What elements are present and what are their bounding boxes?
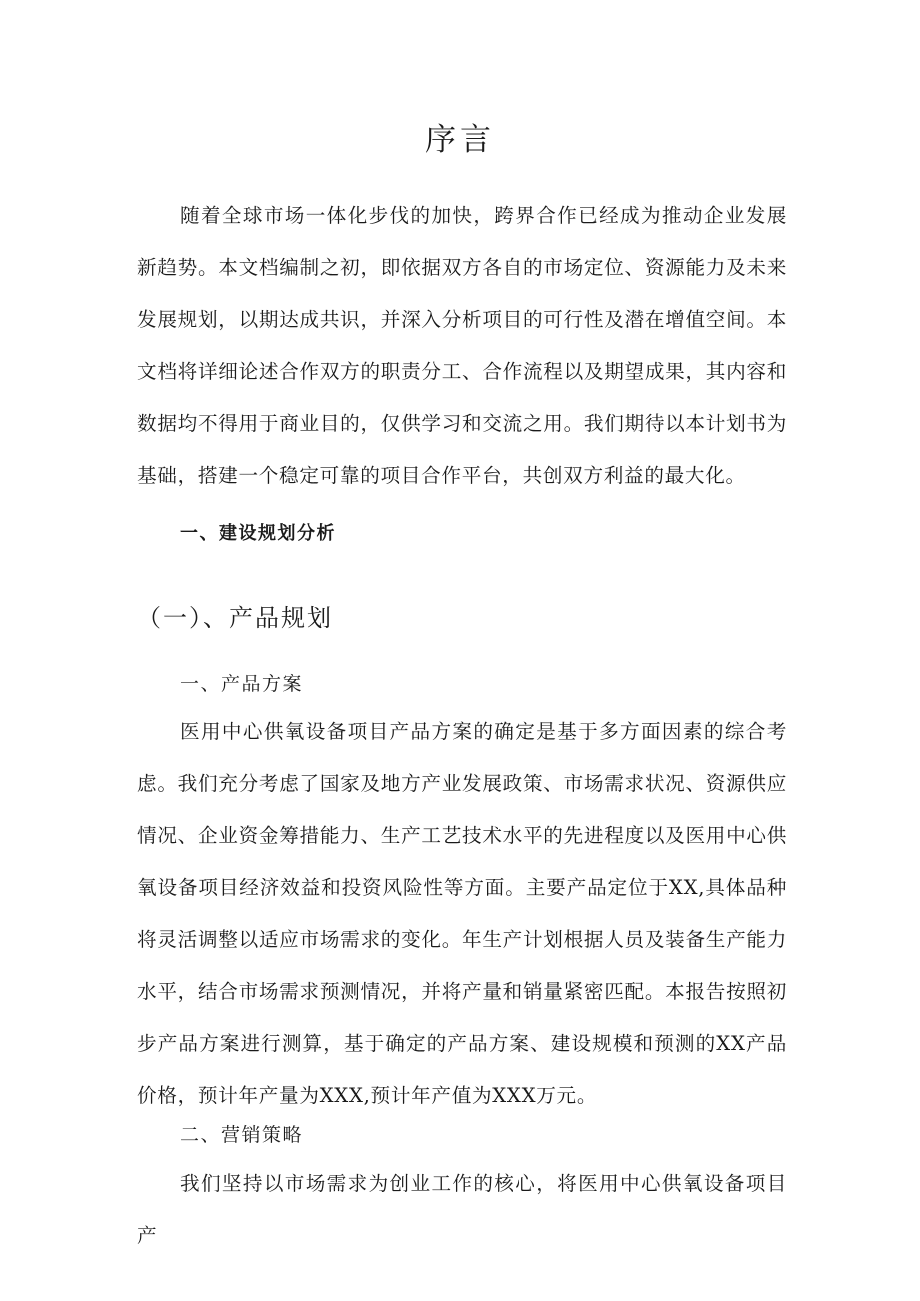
- product-plan-paragraph: 医用中心供氧设备项目产品方案的确定是基于多方面因素的综合考虑。我们充分考虑了国家及地方产业发展政策、市场需求状况、资源供应情况、企业资金筹措能力、生产工艺技术水平的先进程度以及医用中心供氧设备项目经济效益和投资风险性等方面。主要产品定位于XX,具体品种将灵活调整以适应市场需求的变化。年生产计划根据人员及装备生产能力水平，结合市场需求预测情况，并将产量和销量紧密匹配。本报告按照初步产品方案进行测算，基于确定的产品方案、建设规模和预测的XX产品价格，预计年产量为XXX,预计年产值为XXX万元。: [137, 720, 787, 1107]
- product-plan-heading: 一、产品方案: [180, 673, 304, 695]
- marketing-strategy-heading: 二、营销策略: [180, 1124, 304, 1146]
- section-heading: 一、建设规划分析: [180, 523, 336, 544]
- marketing-strategy-paragraph: 我们坚持以市场需求为创业工作的核心，将医用中心供氧设备项目产: [137, 1172, 787, 1247]
- intro-paragraph: 随着全球市场一体化步伐的加快，跨界合作已经成为推动企业发展新趋势。本文档编制之初，即依据双方各自的市场定位、资源能力及未来发展规划，以期达成共识，并深入分析项目的可行性及潜在增值空间。本文档将详细论述合作双方的职责分工、合作流程以及期望成果，其内容和数据均不得用于商业目的，仅供学习和交流之用。我们期待以本计划书为基础，搭建一个稳定可靠的项目合作平台，共创双方利益的最大化。: [137, 204, 787, 487]
- document-title: 序言: [425, 122, 495, 158]
- subsection-heading: （一）、产品规划: [137, 604, 333, 632]
